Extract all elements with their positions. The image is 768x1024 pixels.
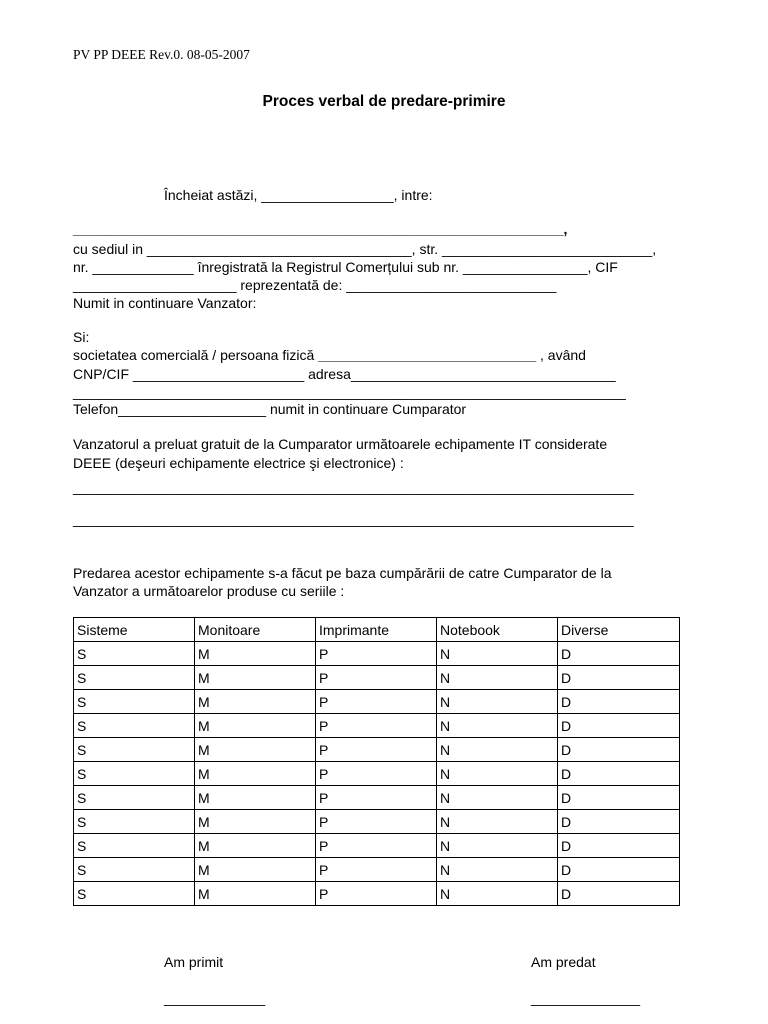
table-cell-imprimante[interactable]: P	[316, 858, 437, 882]
statement-line-1: Vanzatorul a preluat gratuit de la Cumparator următoarele echipamente IT considerate	[73, 436, 608, 452]
table-row	[74, 738, 680, 762]
table-cell-diverse[interactable]: D	[558, 714, 680, 738]
column-header-notebook: Notebook	[437, 618, 558, 642]
table-cell-monitoare[interactable]: M	[195, 762, 316, 786]
table-cell-sisteme[interactable]: S	[74, 666, 195, 690]
table-row	[74, 882, 680, 906]
table-cell-diverse[interactable]: D	[558, 858, 680, 882]
table-cell-sisteme[interactable]: S	[74, 810, 195, 834]
table-cell-sisteme[interactable]: S	[74, 690, 195, 714]
table-cell-notebook[interactable]: N	[437, 858, 558, 882]
table-cell-monitoare[interactable]: M	[195, 786, 316, 810]
and-label: Si:	[73, 329, 90, 345]
table-cell-notebook[interactable]: N	[437, 786, 558, 810]
seller-registration-line: nr. _____________ înregistrată la Registrul Comerțului sub nr. ________________, CIF	[73, 259, 618, 275]
table-cell-notebook[interactable]: N	[437, 738, 558, 762]
column-header-imprimante: Imprimante	[316, 618, 437, 642]
table-cell-imprimante[interactable]: P	[316, 834, 437, 858]
table-cell-notebook[interactable]: N	[437, 690, 558, 714]
buyer-company-prefix: societatea comercială / persoana fizică	[73, 347, 319, 363]
table-cell-imprimante[interactable]: P	[316, 882, 437, 906]
table-row	[74, 642, 680, 666]
table-cell-monitoare[interactable]: M	[195, 642, 316, 666]
table-cell-sisteme[interactable]: S	[74, 642, 195, 666]
table-cell-notebook[interactable]: N	[437, 762, 558, 786]
table-cell-sisteme[interactable]: S	[74, 786, 195, 810]
table-cell-sisteme[interactable]: S	[74, 762, 195, 786]
table-cell-diverse[interactable]: D	[558, 666, 680, 690]
table-cell-imprimante[interactable]: P	[316, 738, 437, 762]
table-cell-notebook[interactable]: N	[437, 834, 558, 858]
buyer-blank-line: _______________________________________________________________________	[73, 384, 626, 400]
table-cell-monitoare[interactable]: M	[195, 714, 316, 738]
column-header-diverse: Diverse	[558, 618, 680, 642]
delivery-line-2: Vanzator a următoarelor produse cu seriile :	[73, 583, 345, 599]
statement-line-2: DEEE (deşeuri echipamente electrice şi electronice) :	[73, 455, 404, 471]
handed-label: Am predat	[531, 954, 596, 970]
table-cell-sisteme[interactable]: S	[74, 882, 195, 906]
table-cell-imprimante[interactable]: P	[316, 810, 437, 834]
table-cell-diverse[interactable]: D	[558, 762, 680, 786]
statement-blank-1: ________________________________________________________________________	[73, 479, 634, 495]
table-cell-monitoare[interactable]: M	[195, 834, 316, 858]
document-code: PV PP DEEE Rev.0. 08-05-2007	[73, 47, 250, 62]
delivery-line-1: Predarea acestor echipamente s-a făcut pe baza cumpărării de catre Cumparator de la	[73, 565, 612, 581]
table-cell-imprimante[interactable]: P	[316, 714, 437, 738]
equipment-table	[73, 617, 680, 906]
table-cell-notebook[interactable]: N	[437, 882, 558, 906]
table-row	[74, 858, 680, 882]
table-cell-monitoare[interactable]: M	[195, 666, 316, 690]
table-cell-sisteme[interactable]: S	[74, 858, 195, 882]
seller-address-line: cu sediul in __________________________________, str. ___________________________,	[73, 241, 657, 257]
table-cell-monitoare[interactable]: M	[195, 858, 316, 882]
table-cell-imprimante[interactable]: P	[316, 642, 437, 666]
table-cell-monitoare[interactable]: M	[195, 810, 316, 834]
table-row	[74, 666, 680, 690]
table-cell-notebook[interactable]: N	[437, 666, 558, 690]
buyer-company-suffix: , având	[536, 347, 586, 363]
table-cell-sisteme[interactable]: S	[74, 714, 195, 738]
buyer-phone-line: Telefon___________________ numit in continuare Cumparator	[73, 401, 467, 417]
table-cell-notebook[interactable]: N	[437, 642, 558, 666]
table-row	[74, 810, 680, 834]
table-cell-monitoare[interactable]: M	[195, 690, 316, 714]
column-header-monitoare: Monitoare	[195, 618, 316, 642]
page-title: Proces verbal de predare-primire	[262, 93, 506, 110]
buyer-company-blank: ____________________________	[318, 347, 537, 363]
table-cell-diverse[interactable]: D	[558, 810, 680, 834]
table-cell-notebook[interactable]: N	[437, 714, 558, 738]
table-cell-diverse[interactable]: D	[558, 786, 680, 810]
buyer-cnp-line: CNP/CIF ______________________ adresa__________________________________	[73, 366, 616, 382]
table-cell-diverse[interactable]: D	[558, 834, 680, 858]
seller-designation: Numit in continuare Vanzator:	[73, 295, 257, 311]
table-cell-diverse[interactable]: D	[558, 690, 680, 714]
table-header-row	[74, 618, 680, 642]
buyer-company-line	[73, 347, 586, 363]
handed-signature-line: ______________	[531, 990, 641, 1006]
table-cell-notebook[interactable]: N	[437, 810, 558, 834]
table-cell-sisteme[interactable]: S	[74, 738, 195, 762]
table-row	[74, 690, 680, 714]
table-row	[74, 714, 680, 738]
table-cell-diverse[interactable]: D	[558, 882, 680, 906]
table-cell-monitoare[interactable]: M	[195, 882, 316, 906]
statement-blank-2: ________________________________________________________________________	[73, 511, 634, 527]
received-signature-line: _____________	[164, 990, 266, 1006]
table-row	[74, 786, 680, 810]
table-row	[74, 834, 680, 858]
table-cell-imprimante[interactable]: P	[316, 762, 437, 786]
table-cell-imprimante[interactable]: P	[316, 690, 437, 714]
table-cell-imprimante[interactable]: P	[316, 786, 437, 810]
table-cell-sisteme[interactable]: S	[74, 834, 195, 858]
concluded-line: Încheiat astăzi, _________________, intre:	[164, 187, 433, 203]
table-cell-imprimante[interactable]: P	[316, 666, 437, 690]
received-label: Am primit	[164, 954, 224, 970]
table-cell-diverse[interactable]: D	[558, 738, 680, 762]
table-row	[74, 762, 680, 786]
column-header-sisteme: Sisteme	[74, 618, 195, 642]
seller-representative-line: _____________________ reprezentată de: ___________________________	[73, 277, 557, 293]
table-cell-monitoare[interactable]: M	[195, 738, 316, 762]
seller-name-line: _______________________________________________________________,	[73, 221, 568, 237]
table-cell-diverse[interactable]: D	[558, 642, 680, 666]
